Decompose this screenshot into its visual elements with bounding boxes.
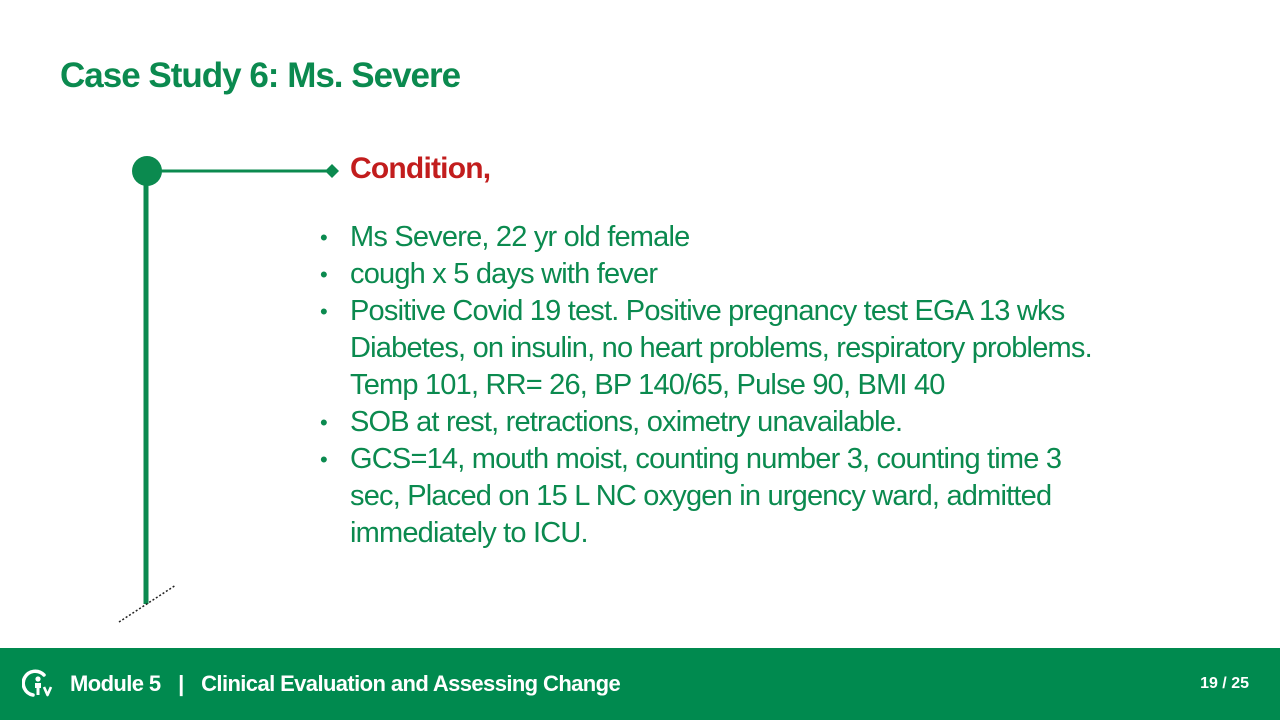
module-number: Module 5: [70, 671, 161, 696]
footer-bar: [0, 648, 1280, 720]
list-item: • cough x 5 days with fever: [320, 256, 1100, 293]
footer-separator: |: [178, 671, 184, 696]
footer-module-title: [70, 671, 620, 697]
slide-title: Case Study 6: Ms. Severe: [60, 56, 461, 95]
page-indicator: [1200, 675, 1249, 693]
list-item: • Positive Covid 19 test. Positive pregnancy test EGA 13 wks Diabetes, on insulin, no heart problems, respiratory problems. Temp 101, RR= 26, BP 140/65, Pulse 90, BMI 40: [320, 293, 1100, 404]
module-title: Clinical Evaluation and Assessing Change: [201, 671, 621, 696]
connector-diamond: [325, 164, 339, 178]
condition-heading: Condition,: [350, 152, 491, 185]
page-total: 25: [1231, 675, 1249, 692]
list-item: • GCS=14, mouth moist, counting number 3, counting time 3 sec, Placed on 15 L NC oxygen in urgency ward, admitted immediately to ICU.: [320, 441, 1100, 552]
list-item: • Ms Severe, 22 yr old female: [320, 219, 1100, 256]
list-item: • SOB at rest, retractions, oximetry unavailable.: [320, 404, 1100, 441]
person-logo-icon: [22, 668, 56, 700]
timeline-connector: [0, 0, 360, 640]
page-divider: /: [1217, 675, 1232, 692]
bullet-list: [320, 219, 1100, 552]
page-current: 19: [1200, 675, 1218, 692]
